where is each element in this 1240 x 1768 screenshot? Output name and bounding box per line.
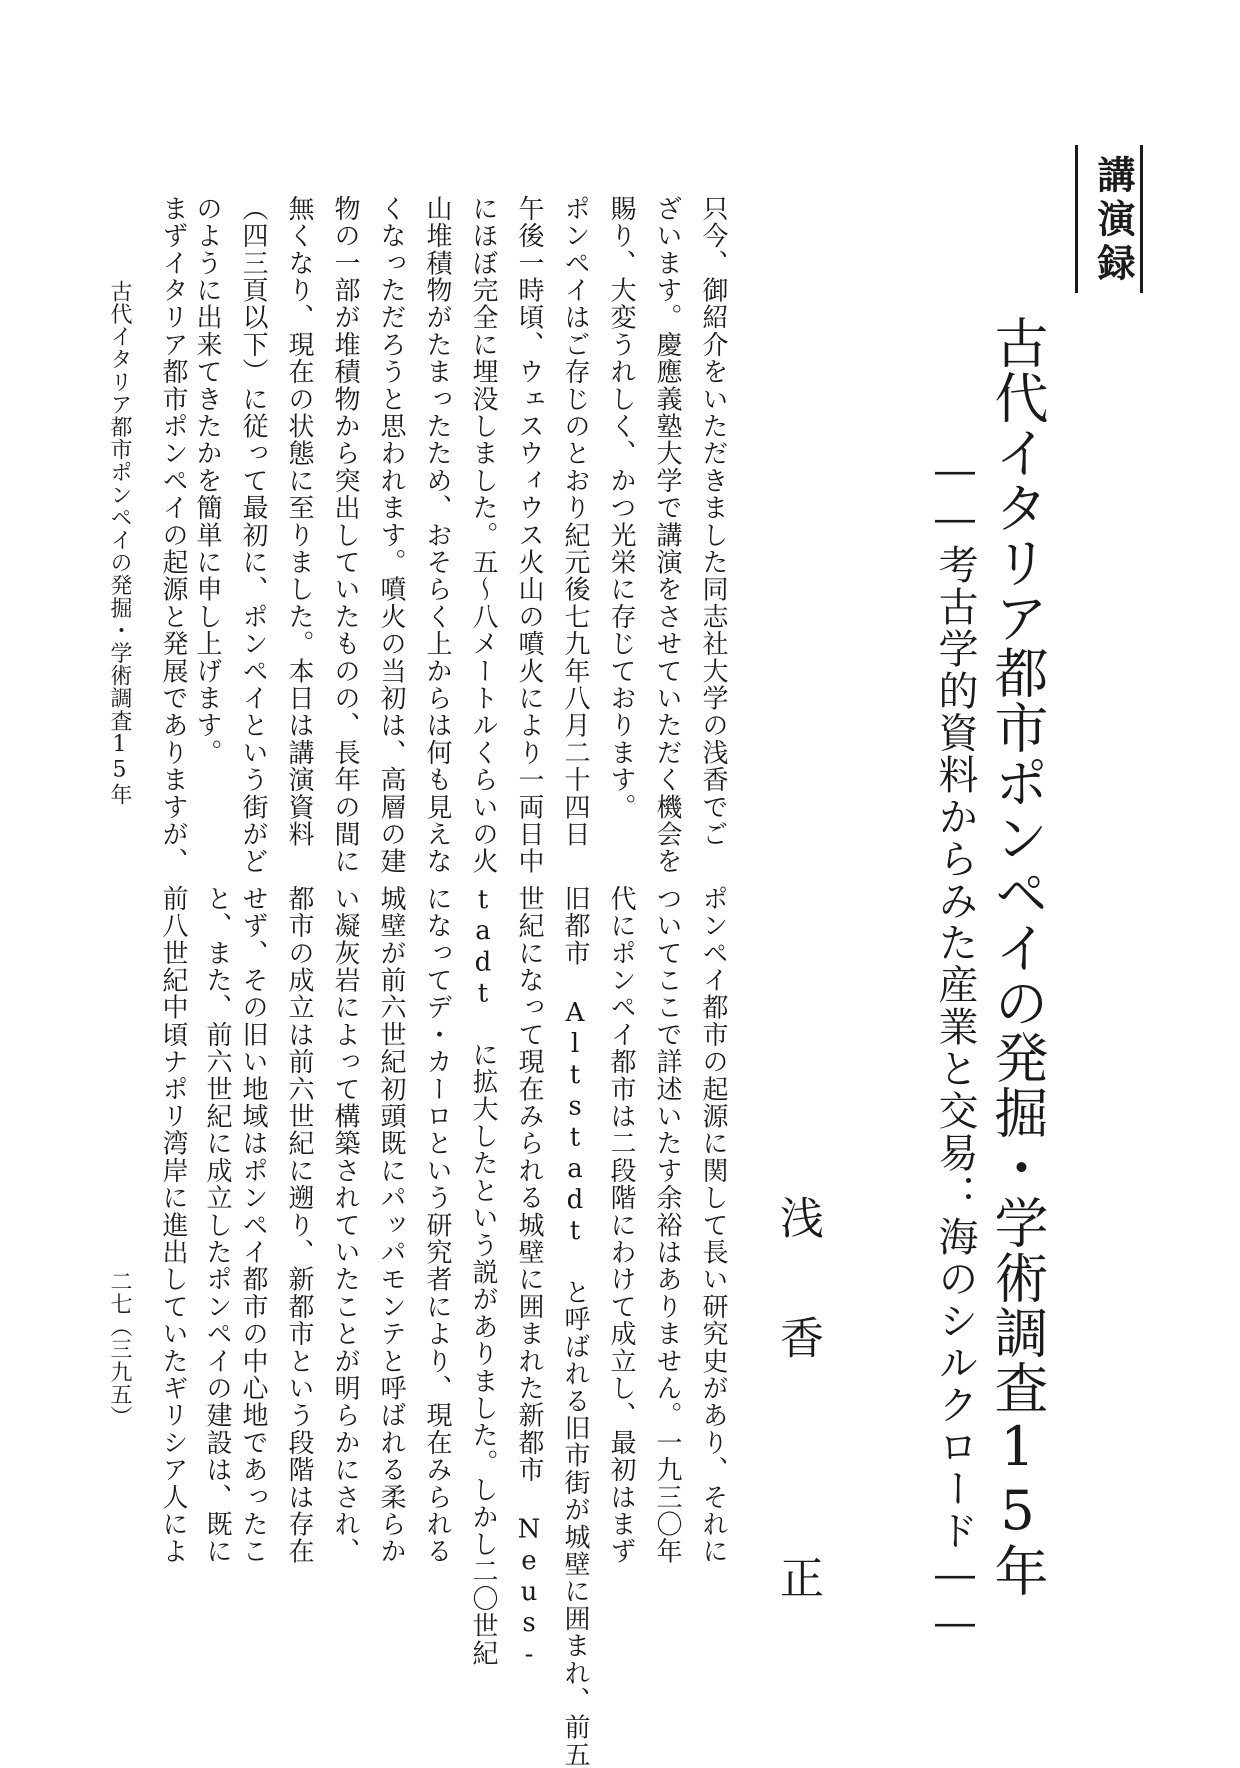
body-line: になってデ・カーロという研究者により、現在みられる (422, 885, 452, 1565)
section-label (1075, 145, 1143, 293)
body-line: のように出来てきたかを簡単に申し上げます。 (192, 195, 222, 767)
body-line: ついてここで詳述いたす余裕はありません。一九三〇年 (652, 885, 682, 1565)
body-line: まずイタリア都市ポンペイの起源と発展でありますが、 (158, 195, 188, 875)
body-line: と、また、前六世紀に成立したポンペイの建設は、既に (202, 885, 232, 1565)
body-line: せず、その旧い地域はポンペイ都市の中心地であったこ (238, 885, 268, 1565)
body-line: 代にポンペイ都市は二段階にわけて成立し、最初はまず (606, 885, 636, 1565)
body-line: ざいます。慶應義塾大学で講演をさせていただく機会を (652, 195, 682, 875)
body-line: 城壁が前六世紀初頭既にパッパモンテと呼ばれる柔らか (376, 885, 406, 1565)
running-title: 古代イタリア都市ポンペイの発掘・学術調査15年 (107, 280, 132, 806)
body-line: 世紀になって現在みられる城壁に囲まれた新都市 Neus- (514, 885, 544, 1671)
body-line: 無くなり、現在の状態に至りました。本日は講演資料 (284, 195, 314, 848)
author-name: 浅香 正 (772, 1195, 823, 1675)
body-line: （四三頁以下）に従って最初に、ポンペイという街がど (238, 195, 268, 875)
article-title: 古代イタリア都市ポンペイの発掘・学術調査15年 (986, 315, 1049, 1598)
body-line: い凝灰岩によって構築されていたことが明らかにされ、 (330, 885, 360, 1565)
body-line: 山堆積物がたまったため、おそらく上からは何も見えな (422, 195, 452, 875)
page-number: 二七（三九五） (107, 1270, 132, 1429)
body-line: tadt に拡大したという説がありました。しかし二〇世紀 (468, 885, 498, 1667)
body-line: にほぼ完全に埋没しました。五～八メートルくらいの火 (468, 195, 498, 875)
body-line: ポンペイ都市の起源に関して長い研究史があり、それに (698, 885, 728, 1565)
section-label-text: 講演録 (1091, 155, 1136, 287)
body-line: ポンペイはご存じのとおり紀元後七九年八月二十四日 (560, 195, 590, 848)
body-line: 賜り、大変うれしく、かつ光栄に存じております。 (606, 195, 636, 821)
body-line: 午後一時頃、ウェスウィウス火山の噴火により一両日中 (514, 195, 544, 875)
body-line: 旧都市 Altstadt と呼ばれる旧市街が城壁に囲まれ、前五 (560, 885, 590, 1768)
body-line: 都市の成立は前六世紀に遡り、新都市という段階は存在 (284, 885, 314, 1565)
body-line: 前八世紀中頃ナポリ湾岸に進出していたギリシア人によ (158, 885, 188, 1565)
article-subtitle: ――考古学的資料からみた産業と交易：海のシルクロード―― (932, 448, 978, 1648)
body-line: 物の一部が堆積物から突出していたものの、長年の間に (330, 195, 360, 875)
body-line: 只今、御紹介をいただきました同志社大学の浅香でご (698, 195, 728, 848)
body-line: くなっただろうと思われます。噴火の当初は、高層の建 (376, 195, 406, 875)
